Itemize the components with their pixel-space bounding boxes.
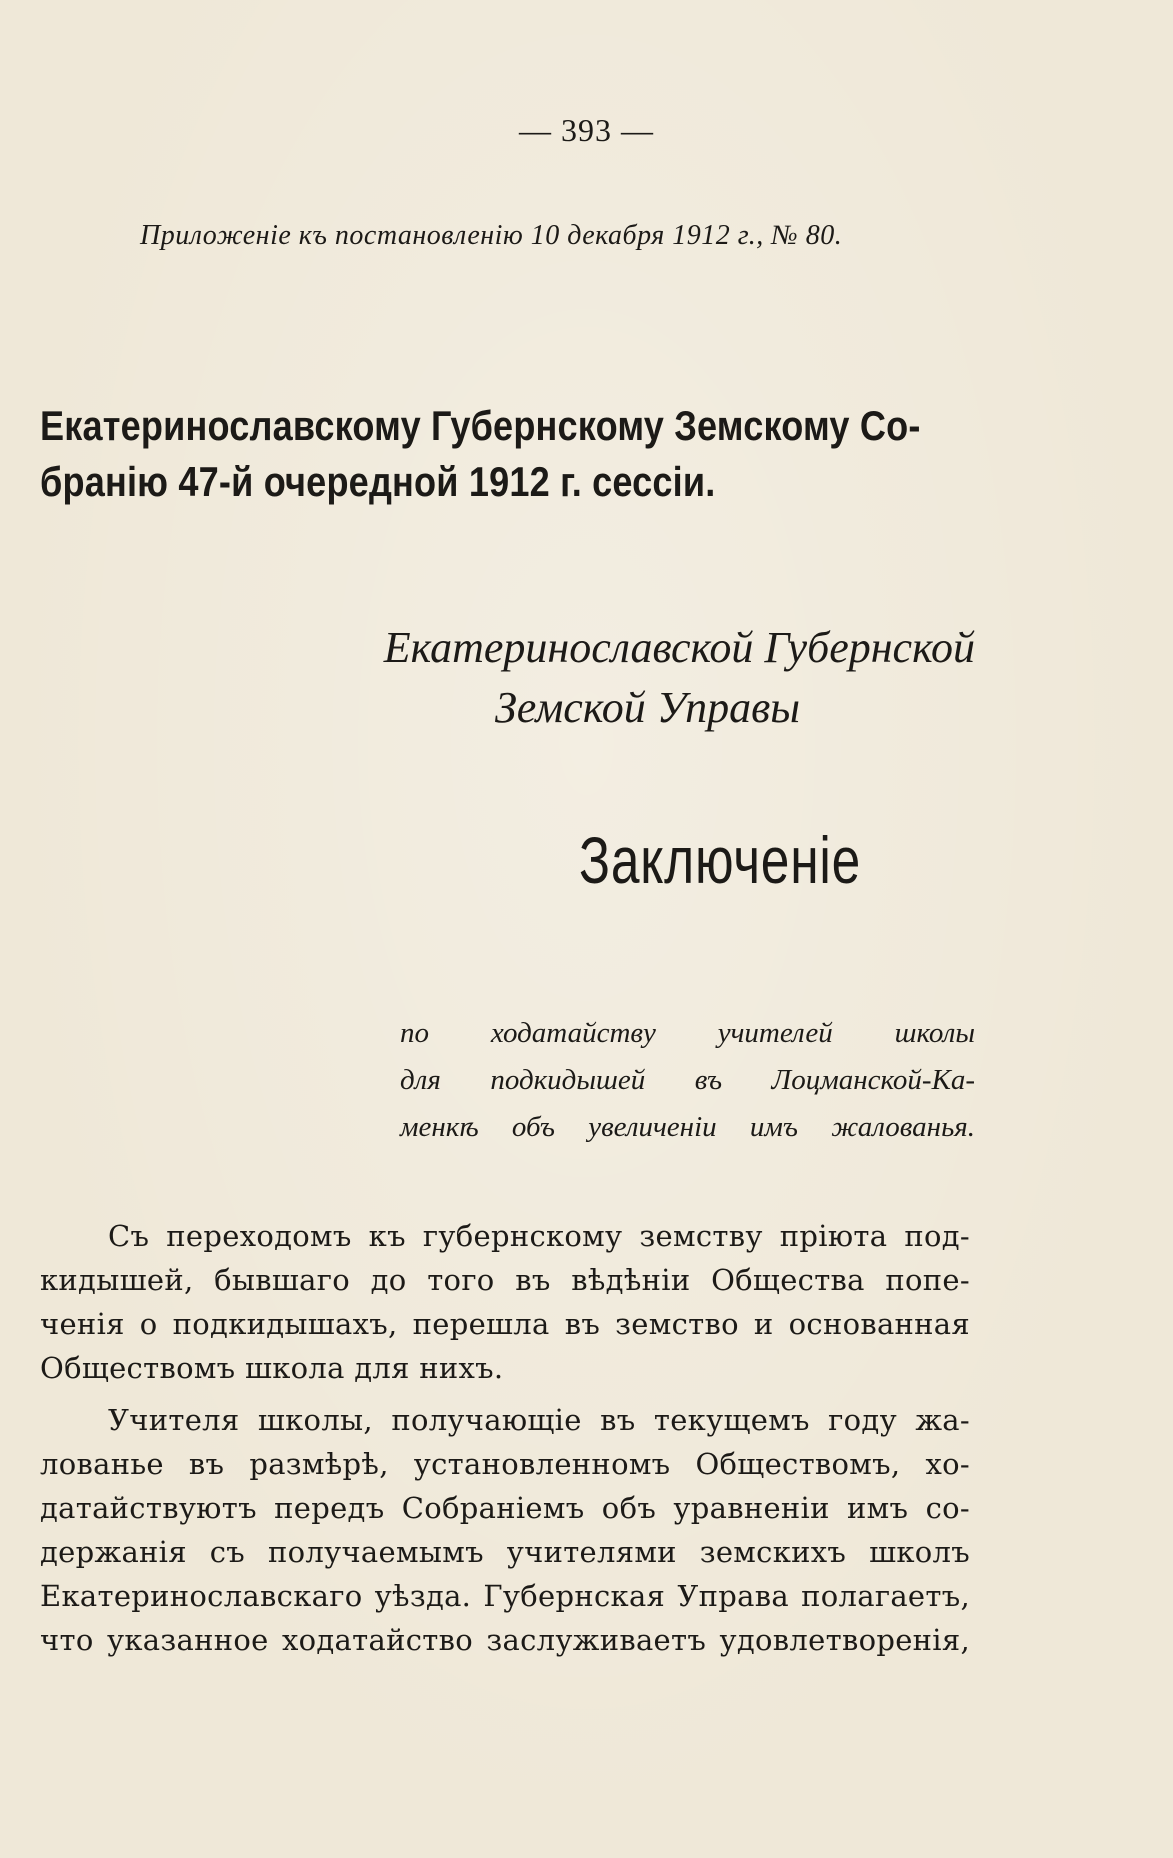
paragraph-line: Екатеринославскаго уѣзда. Губернская Управа полагаетъ,	[40, 1579, 970, 1613]
paragraph-line: Обществомъ школа для нихъ.	[40, 1351, 504, 1385]
paragraph-line: Учителя школы, получающіе въ текущемъ году жа-	[108, 1403, 970, 1437]
paragraph-line: кидышей, бывшаго до того въ вѣдѣніи Общества попе-	[40, 1263, 970, 1297]
board-name-line: Земской Управы	[494, 683, 800, 732]
appendix-note: Приложеніе къ постановленію 10 декабря 1912 г., № 80.	[140, 220, 843, 251]
assembly-title-line: бранію 47-й очередной 1912 г. сессіи.	[40, 458, 716, 505]
subject-line: по ходатайству учителей школы	[400, 1017, 975, 1049]
subject-description	[400, 1010, 975, 1151]
paragraph-1	[40, 1214, 970, 1390]
board-name	[360, 618, 1000, 738]
paragraph-line: ченія о подкидышахъ, перешла въ земство и основанная	[40, 1307, 970, 1341]
paragraph-line: датайствуютъ передъ Собраніемъ объ уравненіи имъ со-	[40, 1491, 970, 1525]
assembly-title-line: Екатеринославскому Губернскому Земскому Со-	[40, 402, 921, 449]
paragraph-line: лованье въ размѣрѣ, установленномъ Обществомъ, хо-	[40, 1447, 970, 1481]
paragraph-2	[40, 1398, 970, 1662]
conclusion-heading: Заключеніе	[578, 823, 862, 897]
subject-line: для подкидышей въ Лоцманской-Ка-	[400, 1064, 975, 1096]
paragraph-line: Съ переходомъ къ губернскому земству пріюта под-	[108, 1219, 970, 1253]
board-name-line: Екатеринославской Губернской	[383, 623, 975, 672]
assembly-title	[40, 398, 980, 510]
subject-line: менкѣ объ увеличеніи имъ жалованья.	[400, 1111, 975, 1143]
paragraph-line: что указанное ходатайство заслуживаетъ удовлетворенія,	[40, 1623, 970, 1657]
paragraph-line: держанія съ получаемымъ учителями земскихъ школъ	[40, 1535, 970, 1569]
page-number: — 393 —	[519, 112, 654, 148]
